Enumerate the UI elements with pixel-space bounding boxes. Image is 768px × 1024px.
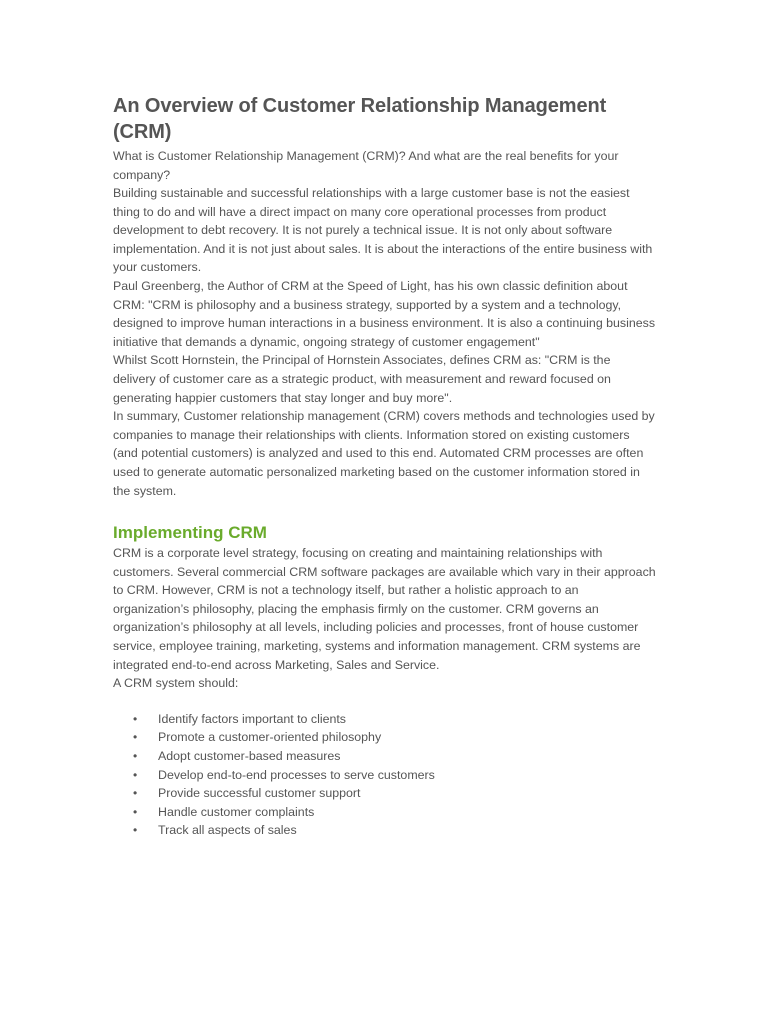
list-item (113, 766, 656, 785)
list-item-text: Develop end-to-end processes to serve customers (158, 767, 435, 782)
paragraph-crm-system-should: A CRM system should: (113, 676, 239, 691)
bullet-icon: • (133, 749, 138, 764)
list-item-text: Provide successful customer support (158, 786, 361, 801)
list-item (113, 803, 656, 822)
bullet-icon: • (133, 767, 138, 782)
section-heading-implementing-crm: Implementing CRM (113, 523, 267, 543)
bullet-icon: • (133, 804, 138, 819)
paragraph-summary: In summary, Customer relationship management (CRM) covers methods and technologies used by companies to manage their relationships with clients. Information stored on existing customers (and potential customers) is analyzed and used to this end. Automated CRM processes are often used to generate automatic personalized marketing based on the customer information stored in the system. (113, 409, 655, 498)
list-item-text: Identify factors important to clients (158, 711, 347, 726)
list-item-text: Adopt customer-based measures (158, 749, 341, 764)
bullet-icon: • (133, 786, 138, 801)
document-title: An Overview of Customer Relationship Management (CRM) (113, 95, 607, 143)
list-item (113, 821, 656, 840)
document-subtitle: What is Customer Relationship Management (CRM)? And what are the real benefits for your company? (113, 149, 619, 182)
list-item (113, 710, 656, 729)
paragraph-intro: Building sustainable and successful relationships with a large customer base is not the easiest thing to do and will have a direct impact on many core operational processes from product development to debt recovery. It is not purely a technical issue. It is not only about software implementation. And it is not just about sales. It is about the interactions of the entire business with your customers. (113, 186, 653, 275)
bullet-icon: • (133, 711, 138, 726)
list-item (113, 747, 656, 766)
list-item-text: Track all aspects of sales (158, 823, 297, 838)
list-item-text: Handle customer complaints (158, 804, 315, 819)
paragraph-greenberg-quote: Paul Greenberg, the Author of CRM at the Speed of Light, has his own classic definition about CRM: "CRM is philosophy and a business strategy, supported by a system and a technology, designed to improve human interactions in a business environment. It is also a continuing business initiative that demands a dynamic, ongoing strategy of customer engagement" (113, 278, 656, 349)
list-item (113, 728, 656, 747)
list-item (113, 784, 656, 803)
bullet-icon: • (133, 823, 138, 838)
paragraph-implementing-crm: CRM is a corporate level strategy, focusing on creating and maintaining relationships with customers. Several commercial CRM software packages are available which vary in their approach to CRM. However, CRM is not a technology itself, but rather a holistic approach to an organization’s philosophy, placing the emphasis firmly on the customer. CRM governs an organization’s philosophy at all levels, including policies and processes, front of house customer service, employee training, marketing, systems and information management. CRM systems are integrated end-to-end across Marketing, Sales and Service. (113, 546, 656, 672)
list-item-text: Promote a customer-oriented philosophy (158, 730, 382, 745)
paragraph-hornstein-quote: Whilst Scott Hornstein, the Principal of Hornstein Associates, defines CRM as: "CRM is the delivery of customer care as a strategic product, with measurement and reward focused on generating happier customers that stay longer and buy more". (113, 353, 611, 405)
bullet-icon: • (133, 730, 138, 745)
crm-requirements-list (113, 710, 656, 840)
